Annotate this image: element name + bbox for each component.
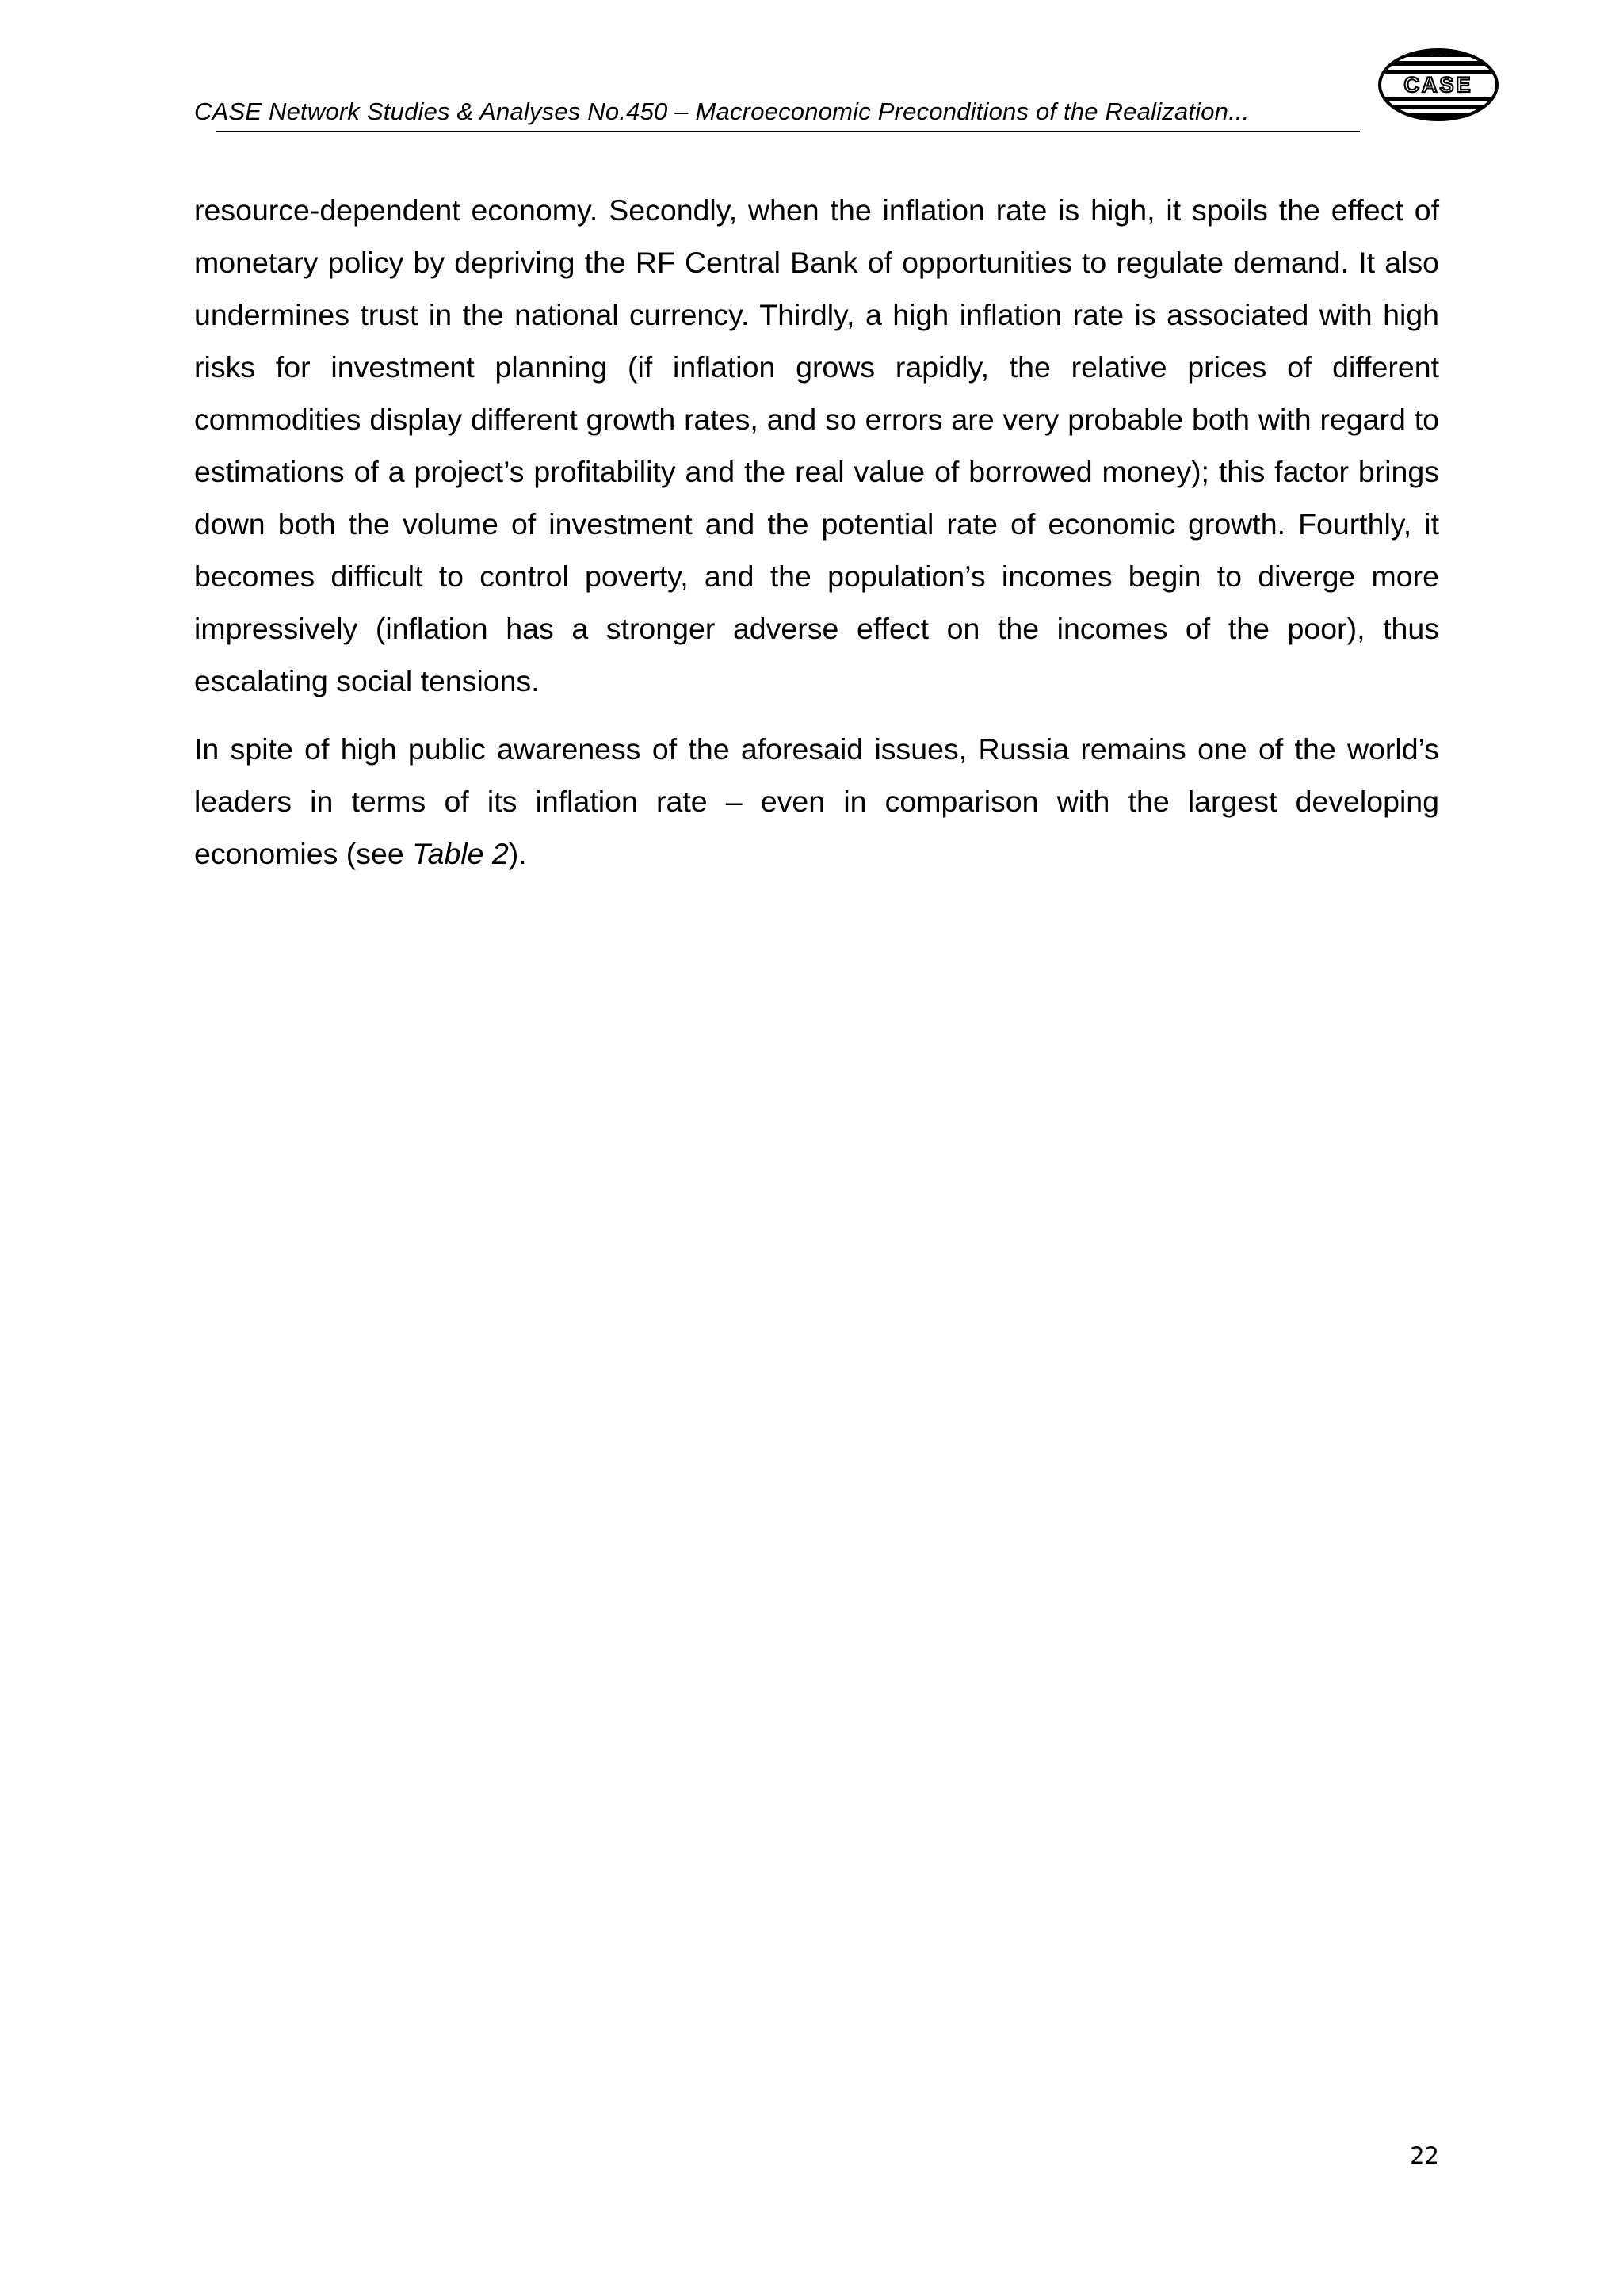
body-text <box>194 184 1439 880</box>
header-rule <box>216 131 1360 132</box>
body-paragraph: resource-dependent economy. Secondly, when the inflation rate is high, it spoils the effect of monetary policy by depriving the RF Central Bank of opportunities to regulate demand. It also undermines trust in the national currency. Thirdly, a high inflation rate is associated with high risks for investment planning (if inflation grows rapidly, the relative prices of different commodities display different growth rates, and so errors are very probable both with regard to estimations of a project’s profitability and the real value of borrowed money); this factor brings down both the volume of investment and the potential rate of economic growth. Fourthly, it becomes difficult to control poverty, and the population’s incomes begin to diverge more impressively (inflation has a stronger adverse effect on the incomes of the poor), thus escalating social tensions. <box>194 193 1439 697</box>
logo-text: CASE <box>1403 73 1473 97</box>
paragraph-text: In spite of high public awareness of the aforesaid issues, Russia remains one of the world’s leaders in terms of its inflation rate – even in comparison with the largest developing economies (see <box>194 732 1439 870</box>
running-title: CASE Network Studies & Analyses No.450 – Macroeconomic Preconditions of the Realization... <box>194 97 1250 125</box>
page-number: 22 <box>1410 2142 1439 2169</box>
case-logo-icon <box>1376 46 1501 124</box>
table-reference: Table 2 <box>412 837 509 870</box>
case-logo <box>1376 46 1501 124</box>
body-paragraph <box>194 723 1439 880</box>
running-header <box>194 94 1359 135</box>
paragraph-text: ). <box>508 837 527 870</box>
